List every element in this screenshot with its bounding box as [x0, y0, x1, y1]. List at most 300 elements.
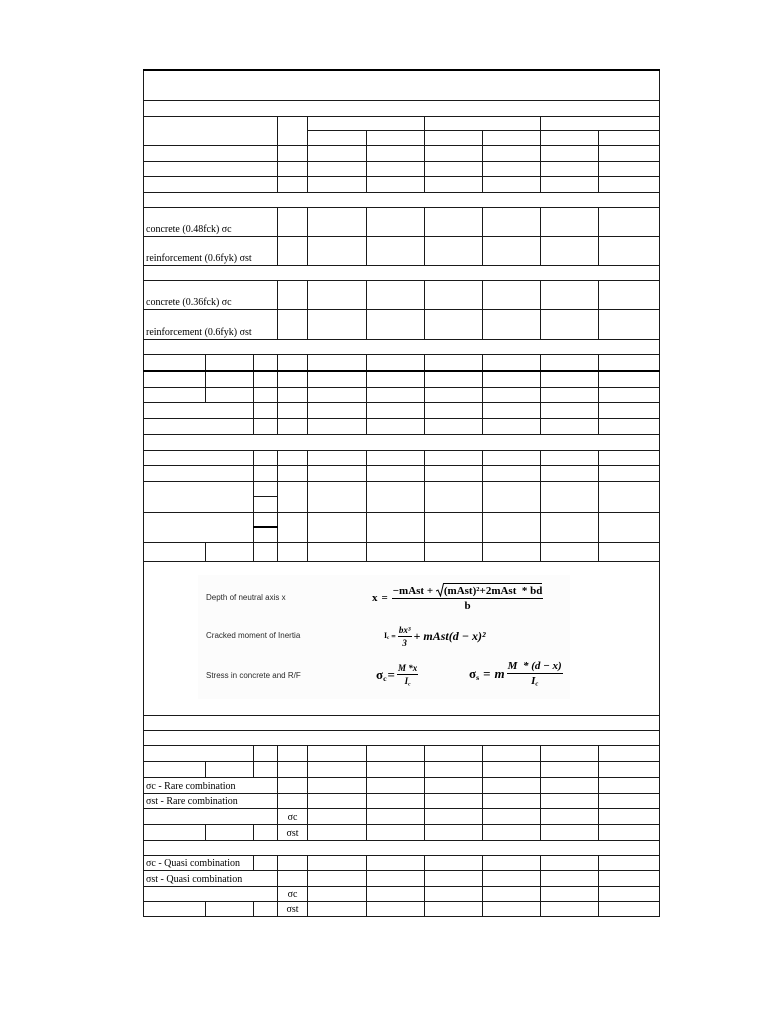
table-cell	[143, 481, 254, 513]
table-cell	[307, 901, 367, 917]
table-cell	[540, 161, 599, 177]
denominator-symbol: I	[531, 675, 536, 687]
table-cell	[143, 145, 278, 162]
fraction-numerator: M * (d − x)	[507, 660, 562, 672]
table-cell	[482, 161, 541, 177]
table-cell	[598, 280, 660, 310]
table-cell	[482, 542, 541, 562]
table-cell	[598, 793, 660, 809]
fraction	[397, 663, 418, 687]
table-cell	[482, 512, 541, 543]
table-cell	[277, 870, 308, 887]
table-cell	[307, 176, 367, 193]
table-cell	[277, 371, 308, 388]
table-cell	[143, 309, 278, 340]
table-cell	[366, 418, 425, 435]
table-cell	[307, 512, 367, 543]
table-cell	[307, 761, 367, 778]
table-cell	[143, 387, 206, 403]
table-cell	[598, 855, 660, 871]
table-cell	[482, 901, 541, 917]
table-cell	[424, 793, 483, 809]
fraction-numerator: bx³	[398, 625, 411, 635]
modular-ratio-symbol: m	[494, 665, 505, 681]
table-cell	[598, 465, 660, 482]
table-cell	[366, 371, 425, 388]
table-cell	[598, 542, 660, 562]
table-cell	[277, 465, 308, 482]
square-root	[436, 583, 542, 597]
row-label-sst: σst	[286, 828, 299, 839]
table-cell	[307, 387, 367, 403]
table-cell	[540, 745, 599, 762]
steel-stress-formula	[469, 660, 563, 688]
table-cell	[366, 542, 425, 562]
table-cell	[307, 542, 367, 562]
table-cell	[540, 777, 599, 794]
table-cell	[143, 465, 254, 482]
fraction	[398, 625, 412, 648]
table-cell	[277, 176, 308, 193]
table-cell	[253, 387, 278, 403]
table-cell	[205, 387, 254, 403]
table-cell	[307, 116, 425, 131]
table-cell	[307, 777, 367, 794]
table-cell	[598, 207, 660, 237]
table-cell	[143, 808, 278, 825]
row-label-quasi-sc: σc - Quasi combination	[146, 858, 240, 869]
fraction-numerator	[392, 583, 544, 598]
table-cell	[253, 855, 278, 871]
table-cell	[366, 481, 425, 513]
table-cell	[277, 824, 308, 841]
table-cell	[253, 824, 278, 841]
table-cell	[598, 309, 660, 340]
table-cell	[424, 808, 483, 825]
lhs-subscript: c	[387, 636, 390, 642]
row-label-rare-sst: σst - Rare combination	[146, 796, 238, 807]
formula-rest: + mAst(d − x)²	[413, 629, 486, 643]
table-cell	[366, 207, 425, 237]
table-cell	[424, 481, 483, 513]
table-cell	[366, 870, 425, 887]
table-cell	[307, 824, 367, 841]
table-cell	[366, 901, 425, 917]
table-cell	[366, 855, 425, 871]
table-cell	[253, 371, 278, 388]
table-cell	[424, 402, 483, 419]
table-cell	[143, 855, 254, 871]
table-cell	[482, 145, 541, 162]
table-cell	[540, 855, 599, 871]
table-cell	[366, 886, 425, 902]
table-cell	[307, 236, 367, 266]
table-cell	[307, 207, 367, 237]
equals-sign: =	[391, 632, 396, 641]
table-cell	[482, 309, 541, 340]
table-cell	[482, 761, 541, 778]
table-cell	[366, 808, 425, 825]
formula-lhs	[384, 631, 389, 641]
table-cell	[277, 309, 308, 340]
table-cell	[424, 450, 483, 466]
table-cell	[482, 207, 541, 237]
table-cell	[143, 542, 206, 562]
table-cell	[598, 371, 660, 388]
formula-lhs	[469, 666, 479, 682]
lhs-subscript: c	[383, 674, 387, 684]
table-cell	[540, 418, 599, 435]
table-cell	[143, 161, 278, 177]
table-cell	[366, 777, 425, 794]
fraction-denominator: b	[392, 598, 544, 612]
table-cell	[424, 207, 483, 237]
table-cell	[482, 387, 541, 403]
table-cell	[540, 450, 599, 466]
table-cell	[143, 207, 278, 237]
concrete-stress-formula	[376, 663, 418, 687]
table-cell	[366, 236, 425, 266]
table-cell	[277, 161, 308, 177]
table-cell	[366, 280, 425, 310]
fraction-denominator: 3	[398, 636, 412, 648]
equals-sign: =	[483, 665, 491, 681]
table-cell	[540, 236, 599, 266]
table-cell	[277, 207, 308, 237]
table-cell	[482, 855, 541, 871]
table-cell	[424, 542, 483, 562]
table-cell	[540, 130, 599, 146]
table-cell	[424, 418, 483, 435]
row-label-concrete-limit: concrete (0.36fck) σc	[146, 297, 232, 308]
table-cell	[598, 161, 660, 177]
table-cell	[143, 176, 278, 193]
table-cell	[307, 808, 367, 825]
table-cell	[253, 542, 278, 562]
table-cell	[598, 745, 660, 762]
table-cell	[143, 236, 278, 266]
cell-divider-line	[253, 526, 278, 528]
table-cell	[143, 402, 254, 419]
table-cell	[598, 901, 660, 917]
table-cell	[424, 161, 483, 177]
table-cell	[253, 901, 278, 917]
table-cell	[143, 745, 254, 762]
table-cell	[366, 176, 425, 193]
neutral-axis-label: Depth of neutral axis x	[206, 593, 286, 602]
table-cell	[540, 309, 599, 340]
table-cell	[277, 793, 308, 809]
table-cell	[277, 886, 308, 902]
table-cell	[277, 481, 308, 513]
stress-label: Stress in concrete and R/F	[206, 671, 301, 680]
denominator-symbol: I	[404, 676, 409, 686]
lhs-symbol: σ	[469, 665, 477, 681]
fraction-denominator	[507, 673, 563, 688]
row-label-sc: σc	[287, 812, 298, 823]
table-cell	[598, 236, 660, 266]
table-cell	[366, 512, 425, 543]
table-cell	[307, 870, 367, 887]
table-cell	[277, 418, 308, 435]
table-cell	[424, 176, 483, 193]
table-cell	[482, 130, 541, 146]
table-cell	[482, 465, 541, 482]
table-cell	[366, 387, 425, 403]
table-cell	[143, 824, 206, 841]
table-cell	[366, 402, 425, 419]
table-cell	[277, 808, 308, 825]
table-cell	[540, 542, 599, 562]
table-cell	[482, 870, 541, 887]
table-cell	[598, 870, 660, 887]
row-label-concrete-limit: concrete (0.48fck) σc	[146, 224, 232, 235]
table-cell	[143, 715, 660, 731]
table-cell	[143, 116, 278, 146]
denominator-subscript: c	[535, 680, 539, 688]
table-cell	[277, 450, 308, 466]
table-cell	[253, 527, 278, 543]
fraction-numerator: M *x	[397, 663, 418, 673]
neutral-axis-formula	[372, 583, 543, 612]
table-cell	[307, 745, 367, 762]
table-cell	[253, 496, 278, 513]
table-cell	[143, 886, 278, 902]
table-cell	[598, 777, 660, 794]
table-cell	[143, 100, 660, 117]
table-cell	[143, 280, 278, 310]
table-cell	[424, 145, 483, 162]
table-cell	[598, 145, 660, 162]
table-cell	[598, 418, 660, 435]
table-cell	[424, 745, 483, 762]
table-cell	[598, 824, 660, 841]
table-cell	[424, 824, 483, 841]
radical-sign-icon	[436, 583, 444, 597]
table-cell	[424, 280, 483, 310]
table-cell	[366, 309, 425, 340]
table-cell	[598, 387, 660, 403]
table-cell	[482, 745, 541, 762]
table-cell	[366, 450, 425, 466]
table-cell	[307, 855, 367, 871]
table-cell	[598, 512, 660, 543]
table-cell	[482, 371, 541, 388]
table-cell	[307, 465, 367, 482]
table-cell	[143, 901, 206, 917]
table-cell	[424, 116, 541, 131]
equals-sign: =	[381, 591, 388, 604]
table-cell	[307, 371, 367, 388]
table-cell	[277, 512, 308, 543]
row-label-reinforcement-limit: reinforcement (0.6fyk) σst	[146, 327, 252, 338]
table-cell	[143, 730, 660, 746]
table-cell	[598, 481, 660, 513]
table-cell	[482, 236, 541, 266]
table-cell	[424, 371, 483, 388]
table-divider-line	[143, 370, 660, 372]
table-cell	[540, 481, 599, 513]
table-cell	[366, 465, 425, 482]
table-cell	[277, 236, 308, 266]
table-cell	[307, 481, 367, 513]
lhs-symbol: σ	[376, 667, 384, 683]
table-cell	[307, 793, 367, 809]
table-cell	[143, 761, 206, 778]
table-cell	[277, 777, 308, 794]
table-cell	[366, 761, 425, 778]
table-cell	[253, 761, 278, 778]
table-cell	[540, 761, 599, 778]
table-cell	[482, 450, 541, 466]
table-cell	[366, 145, 425, 162]
table-cell	[307, 130, 367, 146]
table-cell	[143, 512, 254, 543]
table-cell	[253, 465, 278, 482]
table-cell	[277, 542, 308, 562]
table-cell	[277, 387, 308, 403]
table-cell	[598, 886, 660, 902]
table-cell	[424, 870, 483, 887]
row-label-reinforcement-limit: reinforcement (0.6fyk) σst	[146, 253, 252, 264]
table-cell	[366, 161, 425, 177]
table-cell	[540, 402, 599, 419]
table-cell	[277, 280, 308, 310]
table-cell	[366, 793, 425, 809]
table-cell	[307, 886, 367, 902]
table-cell	[277, 901, 308, 917]
formula-lhs: x	[372, 591, 378, 604]
table-cell	[424, 777, 483, 794]
table-cell	[482, 886, 541, 902]
table-cell	[482, 793, 541, 809]
table-cell	[307, 145, 367, 162]
row-label-rare-sc: σc - Rare combination	[146, 781, 236, 792]
table-cell	[482, 481, 541, 513]
radicand: (mAst)²+2mAst * bd	[443, 585, 543, 597]
denominator-subscript: c	[408, 681, 411, 688]
table-cell	[424, 130, 483, 146]
table-cell	[277, 745, 308, 762]
table-top-border	[143, 69, 660, 71]
table-cell	[253, 745, 278, 762]
table-cell	[482, 280, 541, 310]
table-cell	[143, 840, 660, 856]
table-cell	[424, 309, 483, 340]
formula-lhs	[376, 667, 387, 683]
fraction-denominator	[397, 674, 418, 687]
table-cell	[366, 130, 425, 146]
table-cell	[540, 176, 599, 193]
table-cell	[307, 402, 367, 419]
table-cell	[482, 418, 541, 435]
table-cell	[205, 542, 254, 562]
table-cell	[482, 808, 541, 825]
table-cell	[540, 465, 599, 482]
table-cell	[253, 450, 278, 466]
table-cell	[540, 207, 599, 237]
table-cell	[540, 886, 599, 902]
table-cell	[277, 761, 308, 778]
table-cell	[540, 116, 660, 131]
table-cell	[143, 870, 278, 887]
table-cell	[540, 870, 599, 887]
table-cell	[143, 339, 660, 355]
table-cell	[424, 465, 483, 482]
table-cell	[424, 886, 483, 902]
table-cell	[424, 761, 483, 778]
table-cell	[205, 761, 254, 778]
table-cell	[540, 387, 599, 403]
cracked-inertia-formula	[384, 625, 486, 648]
table-cell	[424, 387, 483, 403]
table-cell	[277, 402, 308, 419]
table-cell	[143, 434, 660, 451]
table-cell	[277, 145, 308, 162]
table-cell	[598, 130, 660, 146]
table-cell	[598, 402, 660, 419]
table-cell	[540, 280, 599, 310]
table-cell	[598, 176, 660, 193]
table-cell	[143, 793, 278, 809]
row-label-sst: σst	[286, 904, 299, 915]
equals-sign: =	[387, 667, 395, 683]
table-cell	[366, 745, 425, 762]
numerator-prefix: −mAst +	[392, 585, 436, 597]
table-cell	[143, 265, 660, 281]
table-cell	[253, 481, 278, 497]
table-cell	[143, 371, 206, 388]
table-cell	[143, 418, 254, 435]
lhs-subscript: s	[476, 672, 480, 682]
table-cell	[482, 777, 541, 794]
table-cell	[253, 402, 278, 419]
table-cell	[540, 824, 599, 841]
table-cell	[205, 371, 254, 388]
table-cell	[205, 901, 254, 917]
table-cell	[307, 309, 367, 340]
table-cell	[277, 855, 308, 871]
table-cell	[307, 418, 367, 435]
table-cell	[307, 280, 367, 310]
cracked-inertia-label: Cracked moment of Inertia	[206, 631, 301, 640]
table-cell	[143, 192, 660, 208]
table-cell	[253, 418, 278, 435]
table-cell	[424, 901, 483, 917]
table-cell	[424, 512, 483, 543]
table-cell	[205, 824, 254, 841]
table-cell	[540, 512, 599, 543]
table-cell	[424, 855, 483, 871]
table-cell	[598, 808, 660, 825]
table-cell	[540, 901, 599, 917]
table-cell	[540, 793, 599, 809]
fraction	[392, 583, 544, 612]
row-label-quasi-sst: σst - Quasi combination	[146, 874, 243, 885]
table-cell	[540, 808, 599, 825]
table-cell	[482, 402, 541, 419]
table-cell	[366, 824, 425, 841]
lhs-symbol: I	[384, 631, 388, 641]
table-cell	[307, 450, 367, 466]
table-cell	[598, 761, 660, 778]
table-cell	[277, 116, 308, 146]
table-cell	[143, 450, 254, 466]
table-cell	[143, 777, 278, 794]
row-label-sc: σc	[287, 889, 298, 900]
table-cell	[540, 371, 599, 388]
table-cell	[482, 824, 541, 841]
